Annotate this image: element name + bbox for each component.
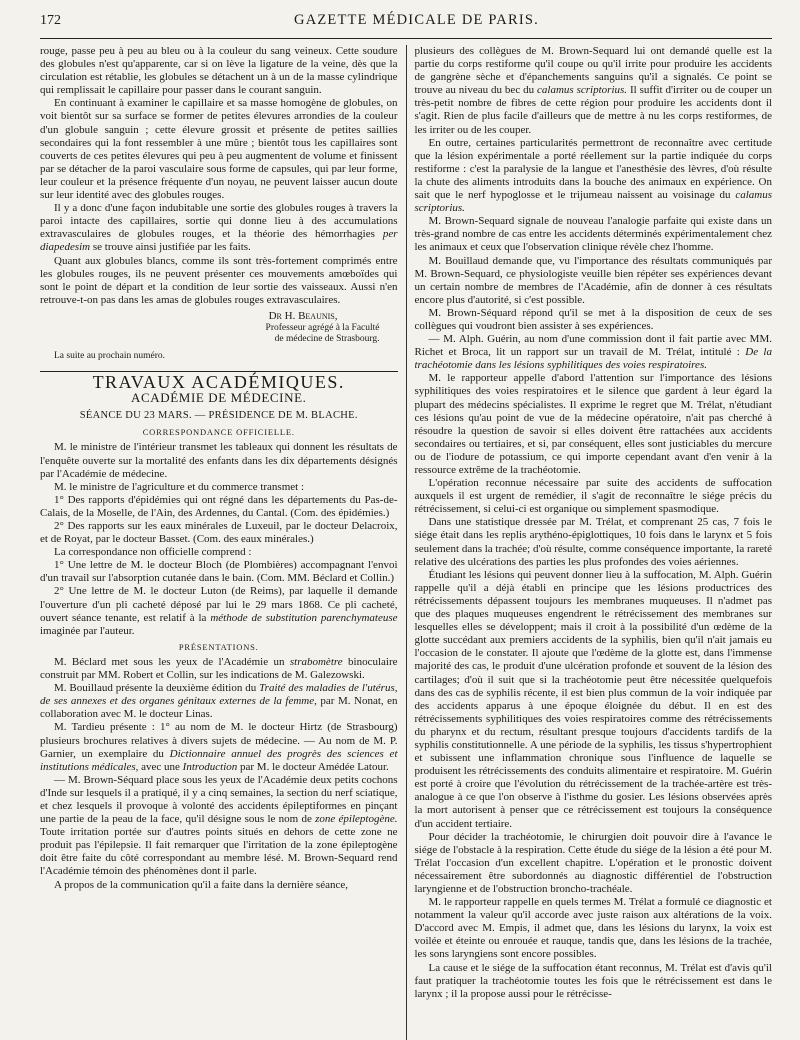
paragraph: Étudiant les lésions qui peuvent donner lieu à la suffocation, M. Alph. Guérin rappelle qu'il a déjà établi en principe que les lésions productrices des rétrécissements dépassent toujours les membranes muqueuses. Il n'admet pas que des plaques muqueuses engendrent le rétrécissement des membranes sur lesquelles elles se développent; mais il croit à la possibilité d'un œdème de la glotte succédant aux premiers accidents de la syphilis, bien qu'il n'ait jamais eu l'occasion de le constater. Il ajoute que l'œdème de la glotte est, dans l'immense majorité des cas, le produit d'une ulcération profonde et souvent de la lésion des cartilages; d'où il suit que si la trachéotomie peut être nécessitée quelquefois dans des cas de syphilis récente, il est bien plus commun de la voir indiquée par des accidents apparus à une époque éloignée du début. Il en est des rétrécissements syphilitiques des voies respiratoires comme des rétrécissements du pharynx et du rectum, résultant presque toujours d'accidents tardifs de la syphilis constitutionnelle. A une période de la syphilis, les tissus s'hypertrophient et subissent une inflammation chronique sous l'influence de laquelle se produisent les rétrécissements des conduits alimentaire et respiratoire. M. Guérin est porté à croire que l'évolution du rétrécissement de la trachée-artère est très-analogue à ce que l'on observe à l'isthme du gosier. Les lésions observées après la mort autorisent à penser que ce rétrécissement est toujours la conséquence d'un accident tertiaire. — [414, 568, 772, 830]
paragraph: La cause et le siége de la suffocation étant reconnus, M. Trélat est d'avis qu'il faut pratiquer la trachéotomie toutes les fois que le rétrécissement est dans le larynx ; il la propose aussi pour le rétrécisse- — [414, 961, 772, 1000]
section-title: TRAVAUX ACADÉMIQUES. — [92, 372, 345, 393]
page-number: 172 — [40, 13, 61, 28]
continuation-note: La suite au prochain numéro. — [54, 350, 166, 361]
paragraph: La correspondance non officielle comprend : — [54, 546, 252, 559]
paragraph: A propos de la communication qu'il a faite dans la dernière séance, — [54, 878, 348, 891]
paragraph: En continuant à examiner le capillaire et sa masse homogène de globules, on voit bientôt sur sa surface se former de petites élevures arrondies de la couleur d'un globule sanguin ; cette élevure grossit et présente de petites saillies secondaires qui la font ressembler à une mûre ; bientôt tous les capillaires sont couverts de ces petites élevures qui peu à peu augmentent de volume et finissent par se détacher de la paroi vasculaire sous forme de capsules, qui par leur forme, leur couleur et la présence fréquente d'un noyau, ne peuvent laisser aucun doute sur leur identité avec des globules rouges. — [40, 97, 398, 202]
paragraph: M. le ministre de l'agriculture et du commerce transmet : — [54, 480, 305, 493]
paragraph: Quant aux globules blancs, comme ils sont très-fortement comprimés entre les globules rouges, ils ne peuvent présenter ces mouvements amœboïdes qui sont le point de départ et la condition de leur sortie des vaisseaux. Aussi n'en retrouve-t-on pas dans les amas de globules rouges extravasculaires. — [40, 254, 398, 306]
paragraph: M. le rapporteur rappelle en quels termes M. Trélat a formulé ce diagnostic et notamment la valeur qu'il accorde avec juste raison aux altérations de la voix. D'accord avec M. Empis, il admet que, dans les lésions du larynx, la voix est voilée et éteinte ou enrouée et rauque, tandis que, dans les lésions de la trachée, les sons laryngiens sont encore possibles. — [414, 896, 772, 961]
paragraph: Il y a donc d'une façon indubitable une sortie des globules rouges à travers la paroi intacte des capillaires, sortie qui donne lieu à des accumulations extravasculaires de globules rouges, et la théorie des hémorrhagies per diapedesim se trouve ainsi justifiée par les faits. — [40, 202, 398, 254]
left-column — [40, 45, 406, 1040]
author-name: Dr H. Beaunis, — [268, 309, 338, 322]
running-header — [40, 12, 772, 39]
journal-title: GAZETTE MÉDICALE DE PARIS. — [294, 12, 539, 28]
paragraph: M. le rapporteur appelle d'abord l'attention sur l'importance des lésions syphilitiques des voies respiratoires et le silence que gardent à leur égard la plupart des médecins spécialistes. Il exprime le regret que M. Trélat, n'étudiant ces lésions qu'au point de vue de la médecine opératoire, n'ait pas cherché à résoudre la question de savoir si elles doivent être rattachées aux accidents secondaires ou tertiaires, et si, par conséquent, elles sont justiciables du mercure ou de l'iodure de potassium, ce qui importe cependant avant d'en venir à la ressource extrême de la trachéotomie. — [414, 372, 772, 476]
subheading-presentations: PRÉSENTATIONS. — [178, 641, 259, 652]
author-title: Professeur agrégé à la Faculté — [265, 322, 380, 333]
paragraph: M. Bouillaud présente la deuxième édition du Traité des maladies de l'utérus, de ses annexes et des organes génitaux externes de la femme, par M. Nonat, en collaboration avec M. le docteur Linas. — [40, 682, 398, 721]
paragraph: L'opération reconnue nécessaire par suite des accidents de suffocation auxquels il est urgent de remédier, il s'agit de reconnaître le siége précis du rétrécissement, si celui-ci est organique ou simplement spasmodique. — [414, 477, 772, 516]
paragraph: — M. Alph. Guérin, au nom d'une commission dont il fait partie avec MM. Richet et Broca, lit un rapport sur un travail de M. Trélat, intitulé : De la trachéotomie dans les lésions syphilitiques des voies respiratoires. — [414, 333, 772, 372]
paragraph: 1° Des rapports d'épidémies qui ont régné dans les départements du Pas-de-Calais, de la Moselle, de l'Ain, des Ardennes, du Cantal. (Com. des épidémies.) — [40, 493, 398, 519]
paragraph: rouge, passe peu à peu au bleu ou à la couleur du sang veineux. Cette soudure des globules n'est qu'apparente, car si on lève la ligature de la veine, dès que la circulation est rétablie, les globules se détachent un à un de la masse cylindrique qui remplissait le capillaire pour passer dans le courant sanguin. — [40, 45, 398, 97]
two-column-body — [40, 45, 772, 1040]
paragraph: M. Brown-Sequard signale de nouveau l'analogie parfaite qui existe dans un très-grand nombre de cas entre les accidents déterminés expérimentalement chez les animaux et ceux que l'observation clinique révèle chez l'homme. — [414, 215, 772, 254]
paragraph: Dans une statistique dressée par M. Trélat, et comprenant 25 cas, 7 fois le siége était dans les replis arythéno-épiglottiques, 10 fois dans le larynx et 5 fois seulement dans la trachée; d'où résulte, comme conséquence importante, la rareté relative des ulcérations des parties les plus profondes des voies aériennes. — [414, 516, 772, 568]
right-column — [406, 45, 772, 1040]
paragraph: M. Bouillaud demande que, vu l'importance des résultats communiqués par M. Brown-Sequard, ce physiologiste veuille bien répéter ses expériences devant un certain nombre de membres de l'Académie, afin de donner à ces résultats encore plus d'autorité, si c'est possible. — [414, 254, 772, 306]
paragraph: M. Tardieu présente : 1° au nom de M. le docteur Hirtz (de Strasbourg) plusieurs brochures relatives à divers sujets de médecine. — Au nom de M. P. Garnier, un exemplaire du Dictionnaire annuel des progrès des sciences et institutions médicales, avec une Introduction par M. le docteur Amédée Latour. — [40, 721, 398, 773]
paragraph: 1° Une lettre de M. le docteur Bloch (de Plombières) accompagnant l'envoi d'un travail sur l'absorption cutanée dans le bain. (Com. MM. Béclard et Collin.) — [40, 559, 398, 585]
paragraph: plusieurs des collègues de M. Brown-Sequard lui ont demandé quelle est la partie du corps restiforme qu'il coupe ou qu'il irrite pour produire les accidents de gangrène sèche et d'épanchements sanguins qu'il a signalés. Ce point se trouve au niveau du bec du calamus scriptorius. Il suffit d'irriter ou de couper un très-petit nombre de fibres de cette région pour produire les accidents dont il s'agit. Rien de plus facile d'ailleurs que de mettre à nu les corps restiformes, de les irriter ou de les couper. — [414, 45, 772, 136]
paragraph: En outre, certaines particularités permettront de reconnaître avec certitude que la lésion expérimentale a porté réellement sur la partie indiquée du corps restiforme : c'est la paralysie de la langue et l'anesthésie des lèvres, d'où résulte la chute des aliments introduits dans la bouche des animaux en expérience. On sait que le nerf hypoglosse et le trijumeau naissent au voisinage du calamus scriptorius. — [414, 136, 772, 215]
signature-block — [40, 310, 398, 346]
session-heading: SÉANCE DU 23 MARS. — PRÉSIDENCE DE M. BLACHE. — [79, 410, 358, 422]
paragraph: 2° Une lettre de M. le docteur Luton (de Reims), par laquelle il demande l'ouverture d'un pli cacheté déposé par lui le 29 mars 1868. Ce pli cacheté, ouvert séance tenante, est relatif à la méthode de substitution parenchymateuse imaginée par l'auteur. — [40, 585, 398, 637]
paragraph: Pour décider la trachéotomie, le chirurgien doit pouvoir dire à l'avance le siége de l'obstacle à la respiration. Cette étude du siége de la lésion a été pour M. Trélat l'occasion d'un excellent chapitre. L'opération et le pronostic doivent nécessairement être subordonnés au diagnostic différentiel de l'obstruction laryngienne et de l'obstruction broncho-trachéale. — [414, 830, 772, 895]
author-affiliation: de médecine de Strasbourg. — [274, 334, 380, 345]
paragraph: M. Brown-Séquard répond qu'il se met à la disposition de ceux de ses collègues qui voudront bien assister à ses expériences. — [414, 306, 772, 332]
paragraph: 2° Des rapports sur les eaux minérales de Luxeuil, par le docteur Delacroix, et de Royat, par le docteur Basset. (Com. des eaux minérales.) — [40, 520, 398, 546]
paragraph: — M. Brown-Séquard place sous les yeux de l'Académie deux petits cochons d'Inde sur lesquels il a pratiqué, il y a cinq semaines, la section du nerf sciatique, et chez lesquels il provoque à volonté des accidents épileptiformes en pinçant une partie de la peau de la face, qu'il désigne sous le nom de zone épileptogène. Toute irritation portée sur d'autres points situés en dehors de cette zone ne produit pas l'épilepsie. Il fait remarquer que l'irritation de la zone épileptogène doit être faite du côté correspondant au membre lésé. M. Brown-Sequard rend l'Académie témoin des phénomènes dont il parle. — [40, 773, 398, 878]
paragraph: M. Béclard met sous les yeux de l'Académie un strabomètre binoculaire construit par MM. Robert et Collin, sur les indications de M. Galezowski. — [40, 655, 398, 682]
paragraph: M. le ministre de l'intérieur transmet les tableaux qui donnent les résultats de l'enquête ouverte sur la mortalité des enfants dans les dix départements désignés par l'Académie de médecine. — [40, 441, 398, 480]
academy-title: ACADÉMIE DE MÉDECINE. — [131, 390, 307, 406]
subheading-correspondence: CORRESPONDANCE OFFICIELLE. — [142, 427, 295, 438]
